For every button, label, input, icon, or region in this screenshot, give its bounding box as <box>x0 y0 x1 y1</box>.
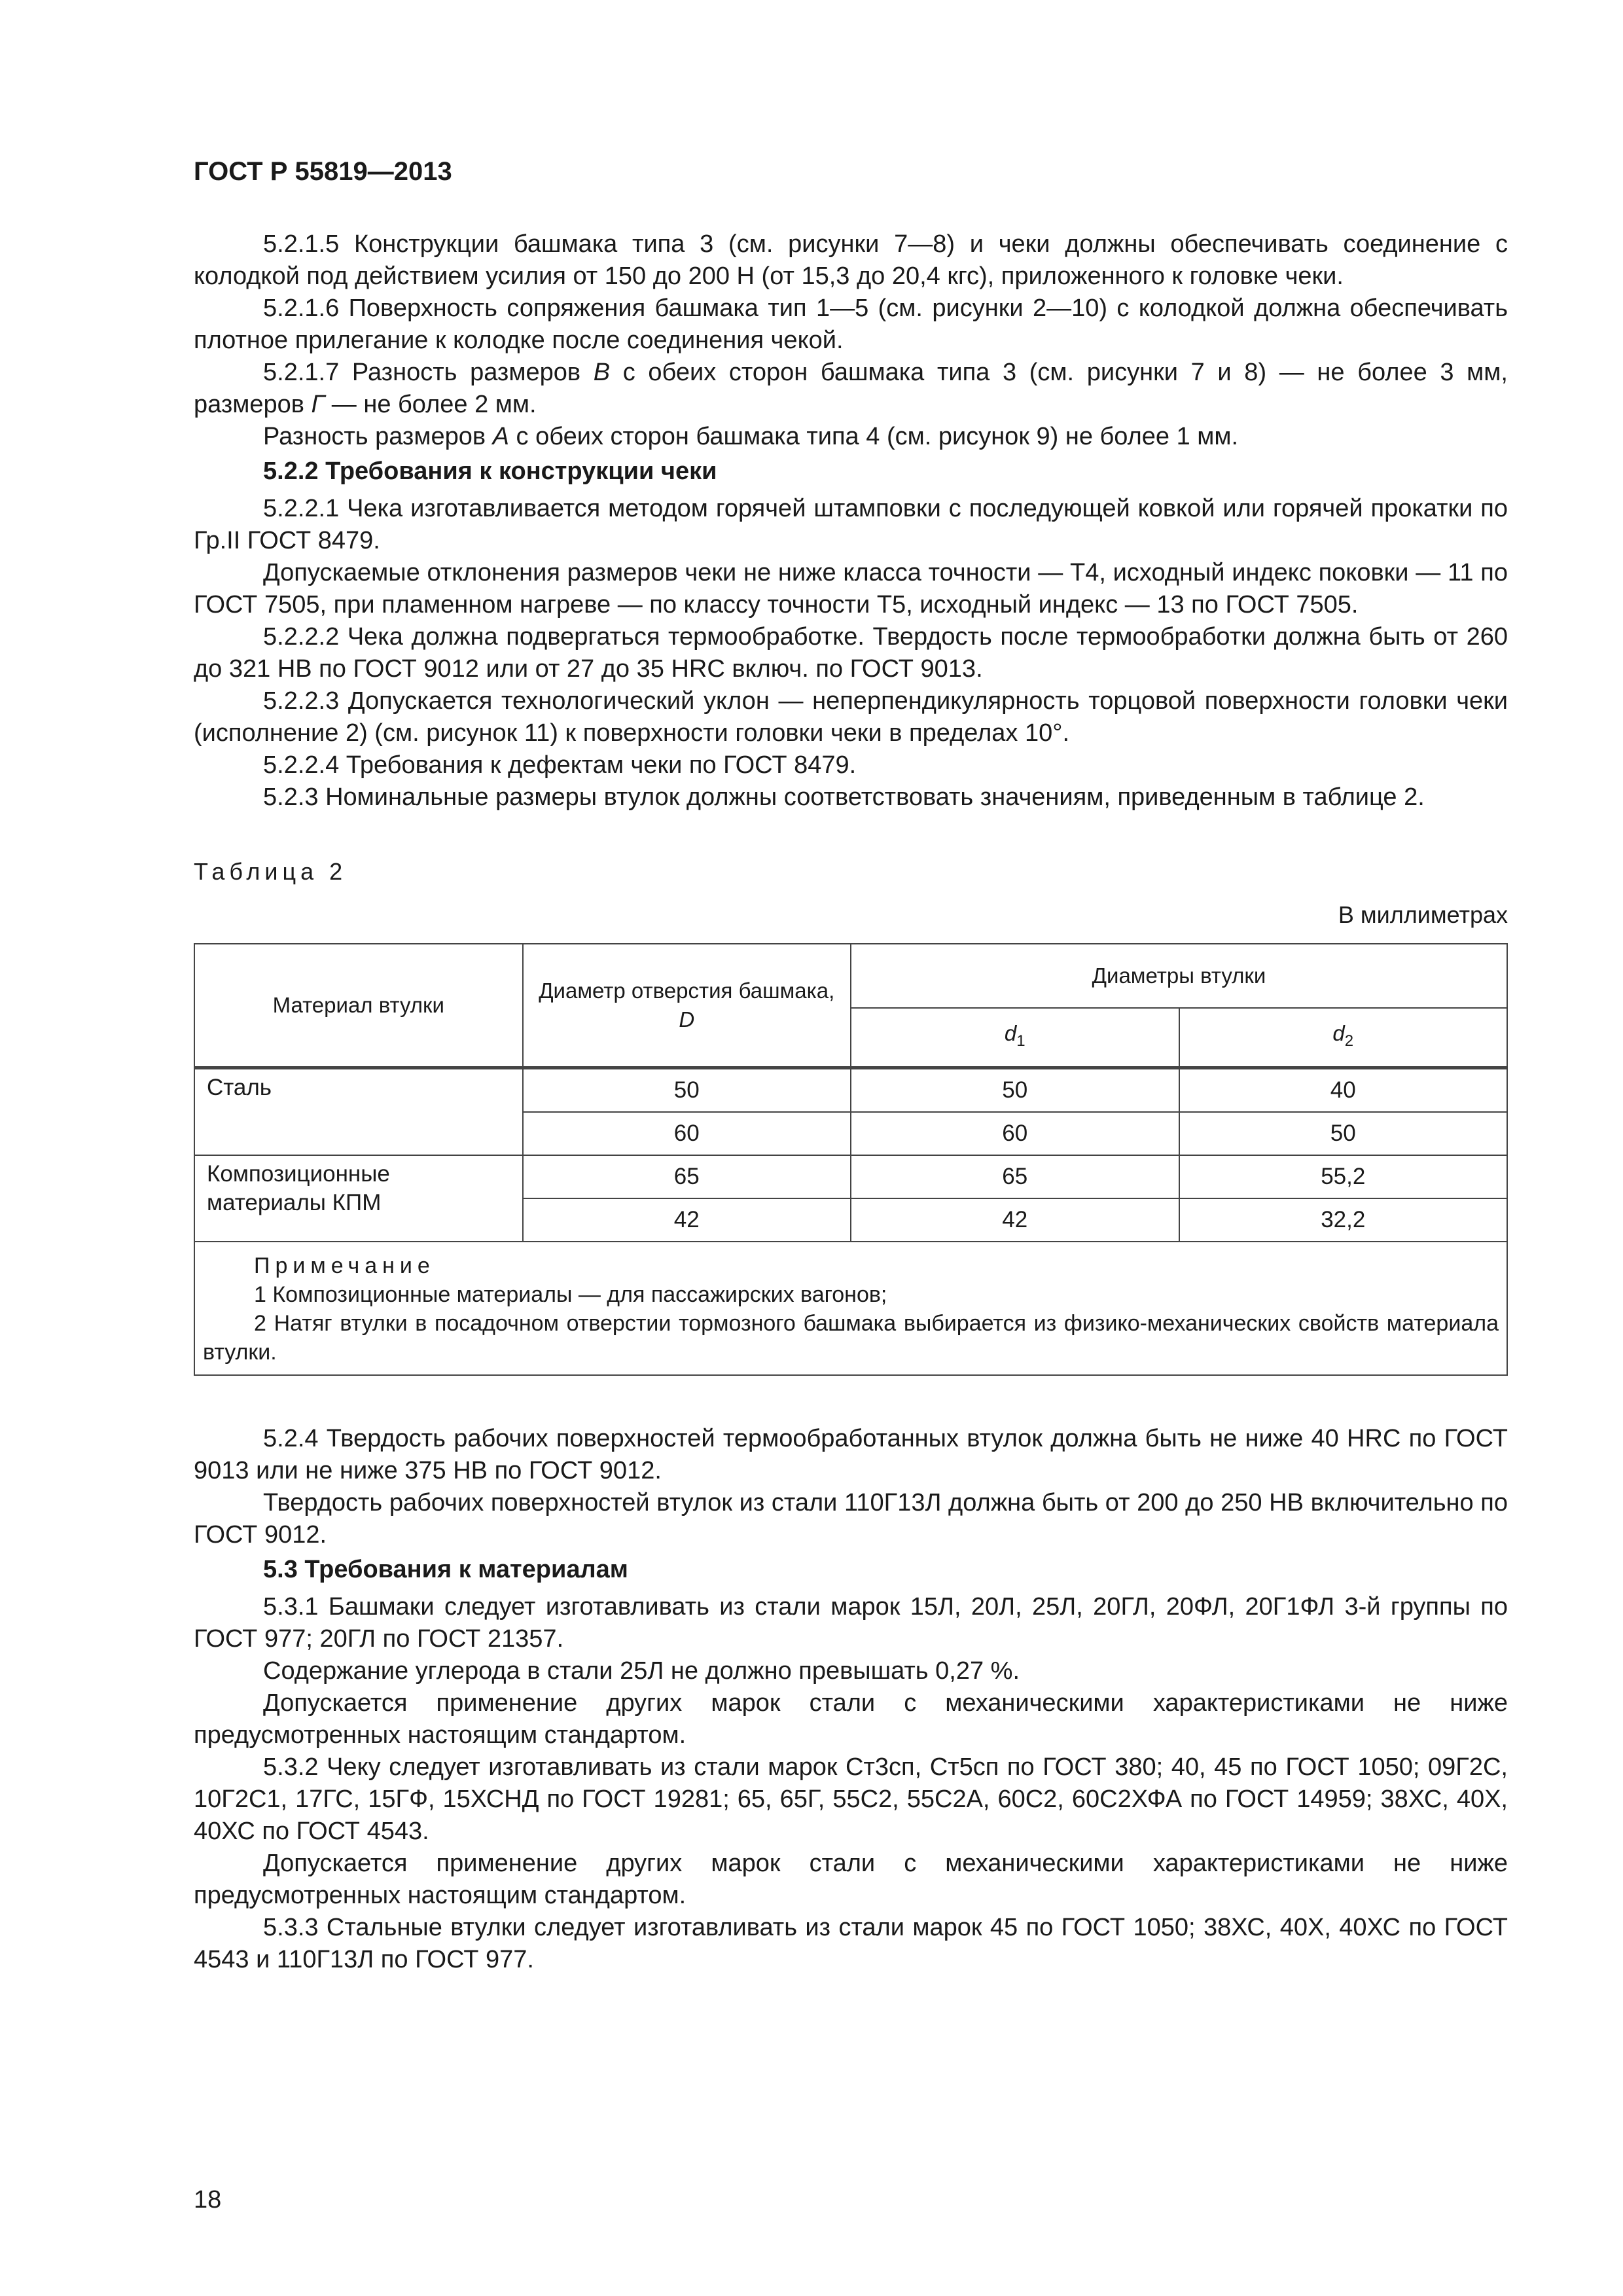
note-item-1: 1 Композиционные материалы — для пассажирских вагонов; <box>254 1282 887 1307</box>
paragraph-5-2-3: 5.2.3 Номинальные размеры втулок должны соответствовать значениям, приведенным в таблице 2. <box>263 783 1425 811</box>
document-header: ГОСТ Р 55819—2013 <box>194 157 452 186</box>
cell-D: 60 <box>523 1112 851 1155</box>
paragraph-5-2-1-6: 5.2.1.6 Поверхность сопряжения башмака тип 1—5 (см. рисунки 2—10) с колодкой должна обеспечивать плотное прилегание к колодке после соединения чекой. <box>194 295 1508 354</box>
paragraph-5-3-3: 5.3.3 Стальные втулки следует изготавливать из стали марок 45 по ГОСТ 1050; 38ХС, 40Х, 40ХС по ГОСТ 4543 и 110Г13Л по ГОСТ 977. <box>194 1914 1508 1973</box>
paragraph-5-2-4: 5.2.4 Твердость рабочих поверхностей термообработанных втулок должна быть не ниже 40 HRC по ГОСТ 9013 или не ниже 375 НВ по ГОСТ 9012. <box>194 1425 1508 1484</box>
paragraph-tolerances: Допускаемые отклонения размеров чеки не ниже класса точности — Т4, исходный индекс поковки — 11 по ГОСТ 7505, при пламенном нагреве — по классу точности Т5, исходный индекс — 13 по ГОСТ 7505. <box>194 559 1508 619</box>
table-units: В миллиметрах <box>1338 901 1508 928</box>
section-heading-5-3: 5.3 Требования к материалам <box>263 1556 628 1583</box>
paragraph-5-3-2: 5.3.2 Чеку следует изготавливать из стали марок Ст3сп, Ст5сп по ГОСТ 380; 40, 45 по ГОСТ 1050; 09Г2С, 10Г2С1, 17ГС, 15ГФ, 15ХСНД по ГОСТ 19281; 65, 65Г, 55С2, 55С2А, 60С2, 60С2ХФА по ГОСТ 14959; 38ХС, 40Х, 40ХС по ГОСТ 4543. <box>194 1753 1508 1845</box>
cell-d1: 60 <box>851 1112 1179 1155</box>
material-composite: Композиционные материалы КПМ <box>194 1155 523 1242</box>
paragraph-5-2-2-4: 5.2.2.4 Требования к дефектам чеки по ГОСТ 8479. <box>263 751 857 779</box>
table-row <box>194 1155 1507 1198</box>
header-material: Материал втулки <box>194 944 523 1068</box>
paragraph-5-2-2-1: 5.2.2.1 Чека изготавливается методом горячей штамповки с последующей ковкой или горячей прокатки по Гр.II ГОСТ 8479. <box>194 495 1508 554</box>
header-sleeve-diameters: Диаметры втулки <box>851 944 1507 1008</box>
paragraph-5-2-1-5: 5.2.1.5 Конструкции башмака типа 3 (см. рисунки 7—8) и чеки должны обеспечивать соединение с колодкой под действием усилия от 150 до 200 Н (от 15,3 до 20,4 кгс), приложенного к головке чеки. <box>194 230 1508 290</box>
cell-D: 42 <box>523 1198 851 1242</box>
cell-d2: 32,2 <box>1179 1198 1508 1242</box>
table-caption: Таблица 2 <box>194 858 348 885</box>
paragraph-5-2-2-2: 5.2.2.2 Чека должна подвергаться термообработке. Твердость после термообработки должна быть от 260 до 321 НВ по ГОСТ 9012 или от 27 до 35 HRC включ. по ГОСТ 9013. <box>194 623 1508 683</box>
document-page <box>194 157 1508 1976</box>
note-item-2: 2 Натяг втулки в посадочном отверстии тормозного башмака выбирается из физико-механических свойств материала втулки. <box>203 1311 1499 1365</box>
note-title: Примечание <box>254 1253 435 1278</box>
material-steel: Сталь <box>194 1068 523 1156</box>
paragraph-5-2-1-7: 5.2.1.7 Разность размеров В с обеих сторон башмака типа 3 (см. рисунки 7 и 8) — не более 3 мм, размеров Г — не более 2 мм. <box>194 359 1508 418</box>
paragraph-5-3-1: 5.3.1 Башмаки следует изготавливать из стали марок 15Л, 20Л, 25Л, 20ГЛ, 20ФЛ, 20Г1ФЛ 3-й группы по ГОСТ 977; 20ГЛ по ГОСТ 21357. <box>194 1593 1508 1653</box>
sleeve-dimensions-table <box>194 943 1508 1376</box>
cell-d1: 50 <box>851 1068 1179 1113</box>
header-d1: $d_1$ <box>851 1008 1179 1068</box>
table-row <box>194 1068 1507 1113</box>
cell-d1: 42 <box>851 1198 1179 1242</box>
paragraph-other-grades-2: Допускается применение других марок стали с механическими характеристиками не ниже предусмотренных настоящим стандартом. <box>194 1850 1508 1909</box>
cell-D: 50 <box>523 1068 851 1113</box>
header-hole-diameter: Диаметр отверстия башмака, D <box>523 944 851 1068</box>
paragraph-5-2-2-3: 5.2.2.3 Допускается технологический уклон — неперпендикулярность торцовой поверхности головки чеки (исполнение 2) (см. рисунок 11) к поверхности головки чеки в пределах 10°. <box>194 687 1508 747</box>
paragraph-sleeve-hardness: Твердость рабочих поверхностей втулок из стали 110Г13Л должна быть от 200 до 250 НВ включительно по ГОСТ 9012. <box>194 1489 1508 1549</box>
cell-d2: 55,2 <box>1179 1155 1508 1198</box>
paragraph-other-grades-1: Допускается применение других марок стали с механическими характеристиками не ниже предусмотренных настоящим стандартом. <box>194 1689 1508 1749</box>
cell-d2: 50 <box>1179 1112 1508 1155</box>
cell-d2: 40 <box>1179 1068 1508 1113</box>
paragraph-carbon-content: Содержание углерода в стали 25Л не должно превышать 0,27 %. <box>263 1657 1020 1685</box>
header-d2: $d_2$ <box>1179 1008 1508 1068</box>
paragraph-size-difference-a: Разность размеров А с обеих сторон башмака типа 4 (см. рисунок 9) не более 1 мм. <box>263 423 1239 450</box>
page-number: 18 <box>194 2186 222 2214</box>
cell-D: 65 <box>523 1155 851 1198</box>
cell-d1: 65 <box>851 1155 1179 1198</box>
table-note <box>194 1242 1507 1375</box>
section-heading-5-2-2: 5.2.2 Требования к конструкции чеки <box>263 457 717 485</box>
